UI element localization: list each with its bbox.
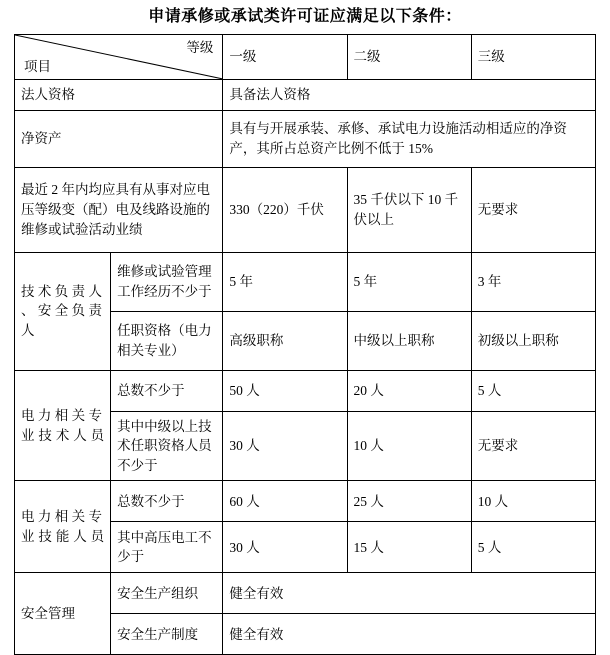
- subrow-value-technical-midlevel-level3: 无要求: [471, 411, 595, 481]
- header-col-level2: 二级: [347, 35, 471, 80]
- subrow-value-skilled-total-level1: 60 人: [223, 481, 347, 522]
- row-value-legal-person: 具备法人资格: [223, 80, 596, 111]
- subrow-value-maintenance-experience-level1: 5 年: [223, 252, 347, 311]
- row-label-net-assets: 净资产: [15, 110, 223, 167]
- subrow-value-technical-total-level3: 5 人: [471, 370, 595, 411]
- subrow-label-technical-midlevel: 其中中级以上技术任职资格人员不少于: [111, 411, 223, 481]
- subrow-label-technical-total: 总数不少于: [111, 370, 223, 411]
- page-title: 申请承修或承试类许可证应满足以下条件：: [148, 8, 462, 25]
- table-row: [15, 370, 596, 411]
- subrow-label-skilled-total: 总数不少于: [111, 481, 223, 522]
- table-row: [15, 167, 596, 252]
- requirements-table: [14, 34, 596, 655]
- table-row: [15, 252, 596, 311]
- table-header-row: [15, 35, 596, 80]
- row-label-legal-person: 法人资格: [15, 80, 223, 111]
- row-label-safety-management: 安全管理: [15, 573, 111, 655]
- subrow-label-maintenance-experience: 维修或试验管理工作经历不少于: [111, 252, 223, 311]
- subrow-value-technical-midlevel-level2: 10 人: [347, 411, 471, 481]
- subrow-label-safety-organization: 安全生产组织: [111, 573, 223, 614]
- header-col-level3: 三级: [471, 35, 595, 80]
- table-row: [15, 573, 596, 614]
- subrow-value-high-voltage-electrician-level3: 5 人: [471, 522, 595, 573]
- header-grade-label: 等级: [186, 40, 214, 56]
- row-label-tech-safety-leader: 技 术 负 责 人 、 安 全 负 责 人: [15, 252, 111, 370]
- header-item-label: 项目: [24, 58, 51, 74]
- subrow-value-safety-system: 健全有效: [223, 614, 596, 655]
- table-row: [15, 80, 596, 111]
- row-label-technical-staff: 电 力 相 关 专 业 技 术 人 员: [15, 370, 111, 481]
- subrow-value-safety-organization: 健全有效: [223, 573, 596, 614]
- subrow-label-high-voltage-electrician: 其中高压电工不少于: [111, 522, 223, 573]
- subrow-label-qualification: 任职资格（电力相关专业）: [111, 311, 223, 370]
- subrow-value-technical-midlevel-level1: 30 人: [223, 411, 347, 481]
- table-row: [15, 110, 596, 167]
- row-value-performance-level1: 330（220）千伏: [223, 167, 347, 252]
- subrow-value-high-voltage-electrician-level2: 15 人: [347, 522, 471, 573]
- table-row: [15, 481, 596, 522]
- row-label-skilled-staff: 电 力 相 关 专 业 技 能 人 员: [15, 481, 111, 573]
- subrow-value-technical-total-level1: 50 人: [223, 370, 347, 411]
- subrow-value-skilled-total-level2: 25 人: [347, 481, 471, 522]
- subrow-value-skilled-total-level3: 10 人: [471, 481, 595, 522]
- subrow-value-high-voltage-electrician-level1: 30 人: [223, 522, 347, 573]
- subrow-value-qualification-level3: 初级以上职称: [471, 311, 595, 370]
- header-col-level1: 一级: [223, 35, 347, 80]
- row-value-performance-level3: 无要求: [471, 167, 595, 252]
- subrow-value-qualification-level1: 高级职称: [223, 311, 347, 370]
- header-diagonal-cell: [15, 35, 223, 80]
- subrow-value-maintenance-experience-level2: 5 年: [347, 252, 471, 311]
- subrow-value-maintenance-experience-level3: 3 年: [471, 252, 595, 311]
- subrow-value-technical-total-level2: 20 人: [347, 370, 471, 411]
- row-value-performance-level2: 35 千伏以下 10 千伏以上: [347, 167, 471, 252]
- subrow-value-qualification-level2: 中级以上职称: [347, 311, 471, 370]
- row-value-net-assets: 具有与开展承装、承修、承试电力设施活动相适应的净资产，其所占总资产比例不低于 15%: [223, 110, 596, 167]
- subrow-label-safety-system: 安全生产制度: [111, 614, 223, 655]
- row-label-performance: 最近 2 年内均应具有从事对应电压等级变（配）电及线路设施的维修或试验活动业绩: [15, 167, 223, 252]
